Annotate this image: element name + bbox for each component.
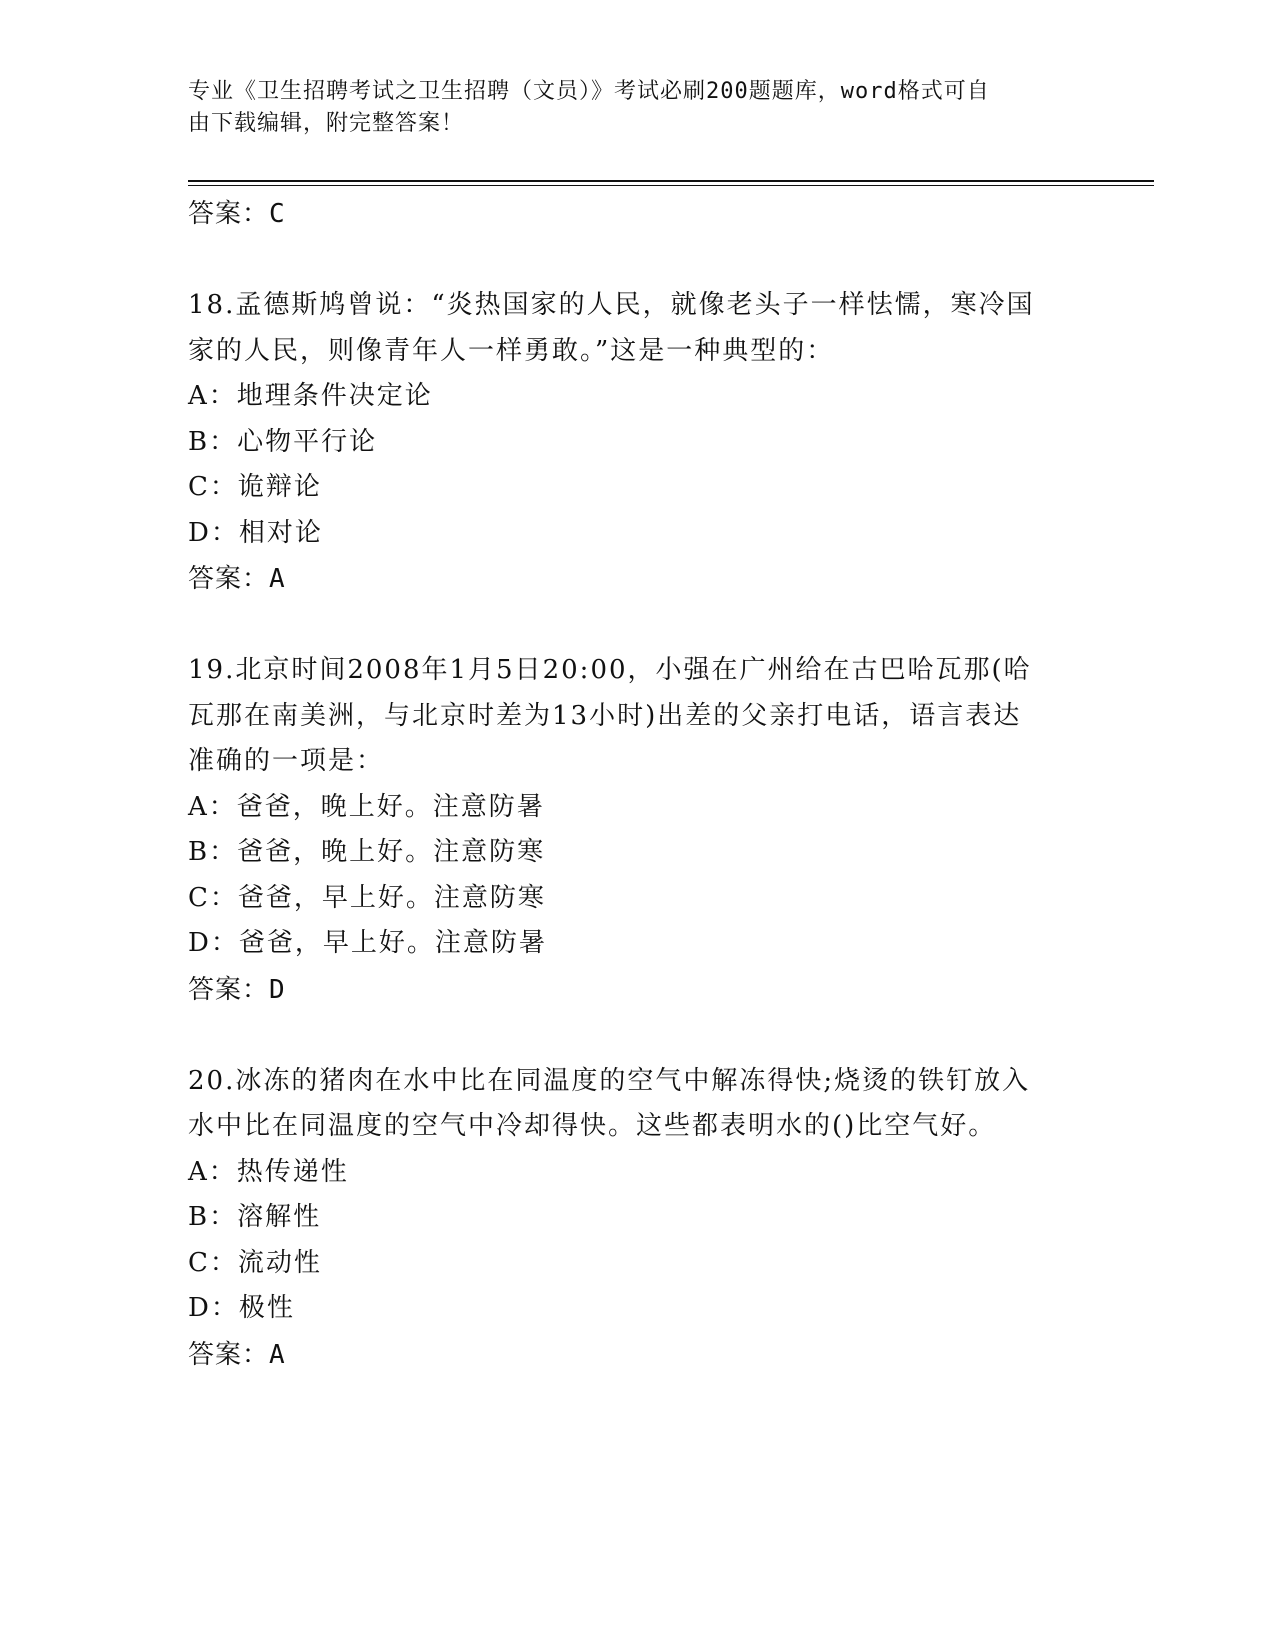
answer: 答案：A	[188, 1339, 286, 1370]
option-d: D：爸爸，早上好。注意防暑	[188, 928, 547, 958]
header-line-2: 由下载编辑，附完整答案！	[188, 111, 465, 136]
page-header	[188, 76, 1088, 140]
header-divider	[188, 180, 1154, 182]
option-d: D：相对论	[188, 517, 323, 548]
option-b: B：爸爸，晚上好。注意防寒	[188, 837, 546, 867]
spacer	[188, 1013, 1088, 1059]
option-a: A：爸爸，晚上好。注意防暑	[188, 791, 545, 822]
question-line: 家的人民，则像青年人一样勇敢。”这是一种典型的：	[188, 335, 835, 366]
spacer	[188, 237, 1088, 283]
spacer	[188, 602, 1088, 648]
question-text	[188, 648, 1088, 785]
option-d: D：极性	[188, 1293, 295, 1323]
header-line-1: 专业《卫生招聘考试之卫生招聘（文员）》考试必刷200题题库，word格式可自	[188, 79, 990, 104]
question-line: 19.北京时间2008年1月5日20:00，小强在广州给在古巴哈瓦那(哈	[188, 655, 1032, 685]
answer: 答案：D	[188, 974, 286, 1005]
option-a: A：地理条件决定论	[188, 381, 433, 411]
question-list	[188, 191, 1088, 1378]
question-text	[188, 1059, 1088, 1150]
question-line: 瓦那在南美洲，与北京时差为13小时)出差的父亲打电话，语言表达	[188, 700, 1022, 731]
question-line: 18.孟德斯鸠曾说：“炎热国家的人民，就像老头子一样怯懦，寒冷国	[188, 290, 1035, 320]
question-20	[188, 1059, 1088, 1378]
question-19	[188, 648, 1088, 1013]
option-b: B：心物平行论	[188, 426, 378, 457]
previous-answer: 答案：C	[188, 199, 286, 229]
answer: 答案：A	[188, 564, 286, 594]
question-text	[188, 283, 1088, 374]
option-a: A：热传递性	[188, 1156, 349, 1187]
option-c: C：流动性	[188, 1247, 322, 1278]
question-18	[188, 283, 1088, 602]
header-divider-thin	[188, 185, 1154, 186]
option-b: B：溶解性	[188, 1202, 322, 1232]
question-line: 准确的一项是：	[188, 746, 385, 776]
question-line: 水中比在同温度的空气中冷却得快。这些都表明水的()比空气好。	[188, 1111, 997, 1141]
option-c: C：爸爸，早上好。注意防寒	[188, 882, 546, 913]
option-c: C：诡辩论	[188, 472, 322, 502]
question-line: 20.冰冻的猪肉在水中比在同温度的空气中解冻得快;烧烫的铁钉放入	[188, 1065, 1031, 1096]
